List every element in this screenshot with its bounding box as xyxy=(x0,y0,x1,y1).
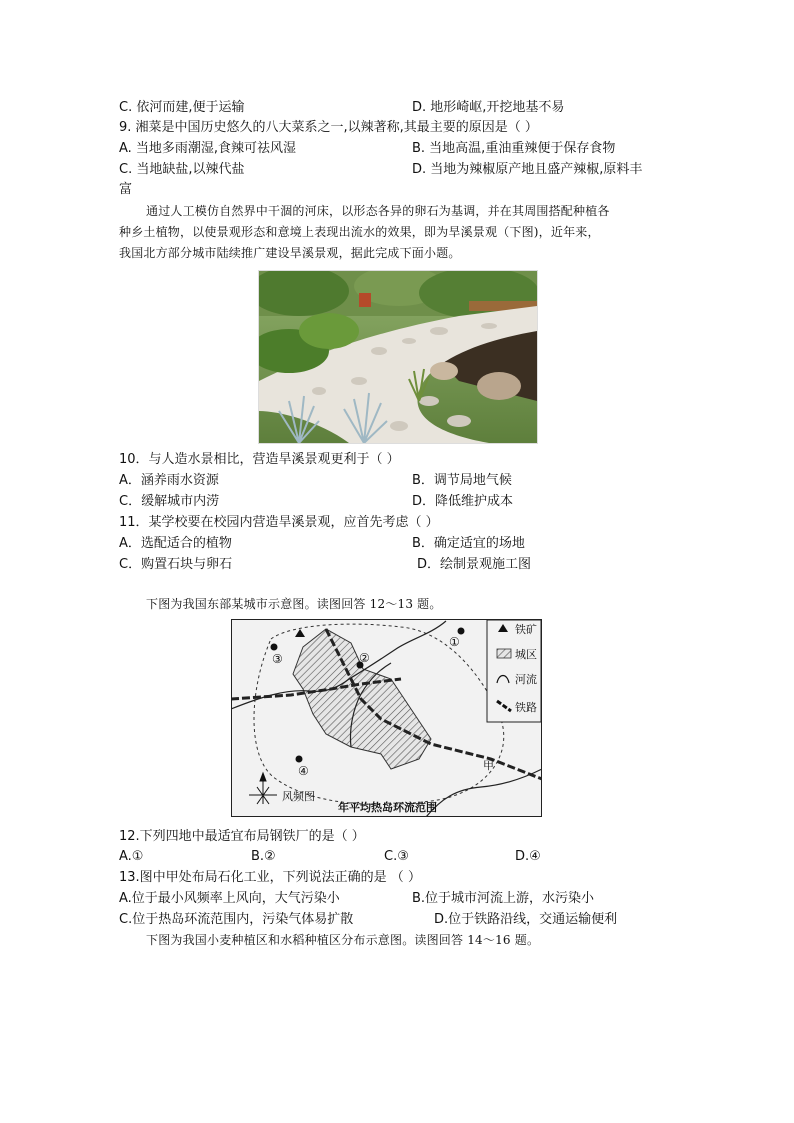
q10-option-a: A．涵养雨水资源 xyxy=(119,473,219,488)
legend-iron-mine: 铁矿 xyxy=(515,623,537,636)
q10-option-d: D．降低维护成本 xyxy=(412,494,514,509)
site-jia: 甲 xyxy=(483,759,494,772)
legend-railway: 铁路 xyxy=(515,701,537,714)
site-label-1: ① xyxy=(449,635,460,649)
passage-crops: 下图为我国小麦种植区和水稻种植区分布示意图。读图回答 14～16 题。 xyxy=(146,933,540,947)
q10-option-b: B．调节局地气候 xyxy=(412,473,512,488)
passage-dry-creek-line-3: 我国北方部分城市陆续推广建设旱溪景观，据此完成下面小题。 xyxy=(119,246,461,260)
dry-creek-photo xyxy=(258,270,538,444)
site-label-3: ③ xyxy=(272,652,283,666)
legend-river: 河流 xyxy=(515,673,537,686)
q8-option-c: C. 依河而建,便于运输 xyxy=(119,100,245,115)
q11-stem: 11．某学校要在校园内营造旱溪景观，应首先考虑（ ） xyxy=(119,515,439,530)
q11-option-c: C．购置石块与卵石 xyxy=(119,557,233,572)
q9-option-d: D. 当地为辣椒原产地且盛产辣椒,原料丰 xyxy=(412,162,643,177)
city-map xyxy=(231,619,542,817)
q8-option-d: D. 地形崎岖,开挖地基不易 xyxy=(412,100,565,115)
q13-option-b: B.位于城市河流上游，水污染小 xyxy=(412,891,595,906)
dry-creek-photo-drawing xyxy=(259,271,537,443)
q13-stem: 13.图中甲处布局石化工业，下列说法正确的是 （ ） xyxy=(119,870,421,885)
q9-stem: 9. 湘菜是中国历史悠久的八大菜系之一,以辣著称,其最主要的原因是（ ） xyxy=(119,120,538,135)
passage-dry-creek-line-1: 通过人工模仿自然界中干涸的河床，以形态各异的卵石为基调，并在其周围搭配种植各 xyxy=(146,204,610,218)
legend-urban-area: 城区 xyxy=(515,648,537,661)
heat-island-label: 年平均热岛环流范围 xyxy=(338,801,437,814)
city-map-drawing xyxy=(231,619,542,817)
passage-dry-creek-line-2: 种乡土植物，以使景观形态和意境上表现出流水的效果，即为旱溪景观（下图)，近年来， xyxy=(119,225,600,239)
q12-option-b: B.② xyxy=(251,849,276,864)
site-label-2: ② xyxy=(359,651,370,665)
passage-city: 下图为我国东部某城市示意图。读图回答 12～13 题。 xyxy=(146,597,442,611)
q12-stem: 12.下列四地中最适宜布局钢铁厂的是（ ） xyxy=(119,829,365,844)
q11-option-b: B．确定适宜的场地 xyxy=(412,536,525,551)
q11-option-d: D．绘制景观施工图 xyxy=(417,557,532,572)
q9-option-b: B. 当地高温,重油重辣便于保存食物 xyxy=(412,141,616,156)
q13-option-a: A.位于最小风频率上风向，大气污染小 xyxy=(119,891,340,906)
wind-rose-label: 风频图 xyxy=(282,790,315,803)
q9-option-c: C. 当地缺盐,以辣代盐 xyxy=(119,162,245,177)
q13-option-c: C.位于热岛环流范围内，污染气体易扩散 xyxy=(119,912,354,927)
q12-option-d: D.④ xyxy=(515,849,541,864)
q12-option-a: A.① xyxy=(119,849,144,864)
q13-option-d: D.位于铁路沿线，交通运输便利 xyxy=(434,912,618,927)
q9-option-d-continued: 富 xyxy=(119,182,133,197)
q12-option-c: C.③ xyxy=(384,849,409,864)
q11-option-a: A．选配适合的植物 xyxy=(119,536,232,551)
q9-option-a: A. 当地多雨潮湿,食辣可祛风湿 xyxy=(119,141,297,156)
site-label-4: ④ xyxy=(298,764,309,778)
q10-option-c: C．缓解城市内涝 xyxy=(119,494,220,509)
q10-stem: 10．与人造水景相比，营造旱溪景观更利于（ ） xyxy=(119,452,400,467)
